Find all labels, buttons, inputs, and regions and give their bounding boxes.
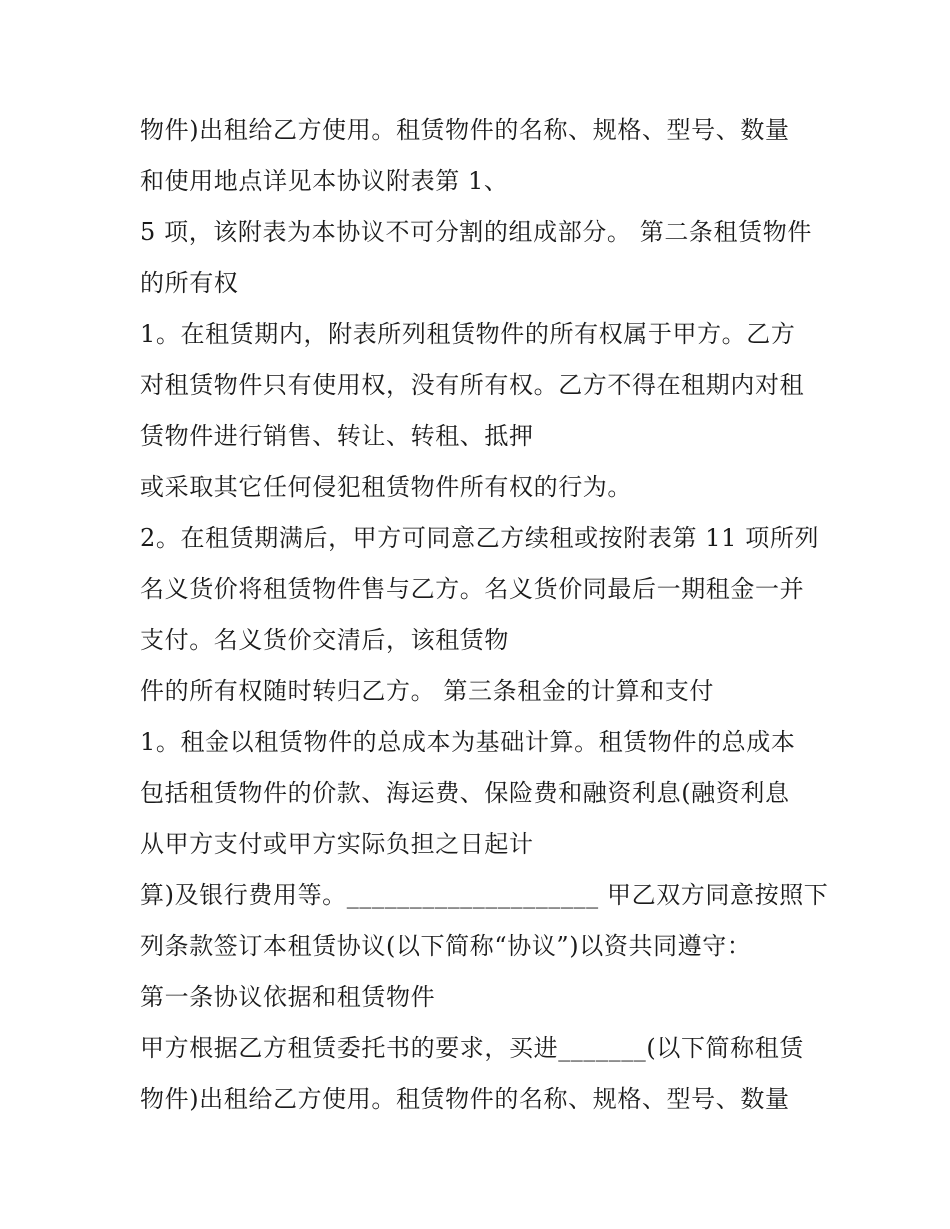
text-line: 赁物件进行销售、转让、转租、抵押 <box>140 422 534 450</box>
document-body <box>140 105 830 1125</box>
text-line: 甲方根据乙方租赁委托书的要求，买进_______(以下简称租赁 <box>140 1034 804 1062</box>
text-line: 算)及银行费用等。____________________ 甲乙双方同意按照下 <box>140 881 829 909</box>
text-line: 从甲方支付或甲方实际负担之日起计 <box>140 830 534 858</box>
text-line: 1。租金以租赁物件的总成本为基础计算。租赁物件的总成本 <box>140 728 796 756</box>
text-line: 5 项，该附表为本协议不可分割的组成部分。 第二条租赁物件 <box>140 218 812 246</box>
text-line: 或采取其它任何侵犯租赁物件所有权的行为。 <box>140 473 632 501</box>
text-line: 物件)出租给乙方使用。租赁物件的名称、规格、型号、数量 <box>140 116 790 144</box>
text-line: 第一条协议依据和租赁物件 <box>140 983 436 1011</box>
text-line: 件的所有权随时转归乙方。 第三条租金的计算和支付 <box>140 677 715 705</box>
text-line: 对租赁物件只有使用权，没有所有权。乙方不得在租期内对租 <box>140 371 805 399</box>
text-line: 物件)出租给乙方使用。租赁物件的名称、规格、型号、数量 <box>140 1085 790 1113</box>
text-line: 和使用地点详见本协议附表第 1、 <box>140 167 509 195</box>
text-line: 列条款签订本租赁协议(以下简称“协议”)以资共同遵守： <box>140 932 752 960</box>
text-line: 包括租赁物件的价款、海运费、保险费和融资利息(融资利息 <box>140 779 790 807</box>
text-line: 支付。名义货价交清后，该租赁物 <box>140 626 509 654</box>
text-line: 1。在租赁期内，附表所列租赁物件的所有权属于甲方。乙方 <box>140 320 796 348</box>
text-line: 2。在租赁期满后，甲方可同意乙方续租或按附表第 11 项所列 <box>140 524 820 552</box>
text-line: 名义货价将租赁物件售与乙方。名义货价同最后一期租金一并 <box>140 575 805 603</box>
text-line: 的所有权 <box>140 269 239 297</box>
